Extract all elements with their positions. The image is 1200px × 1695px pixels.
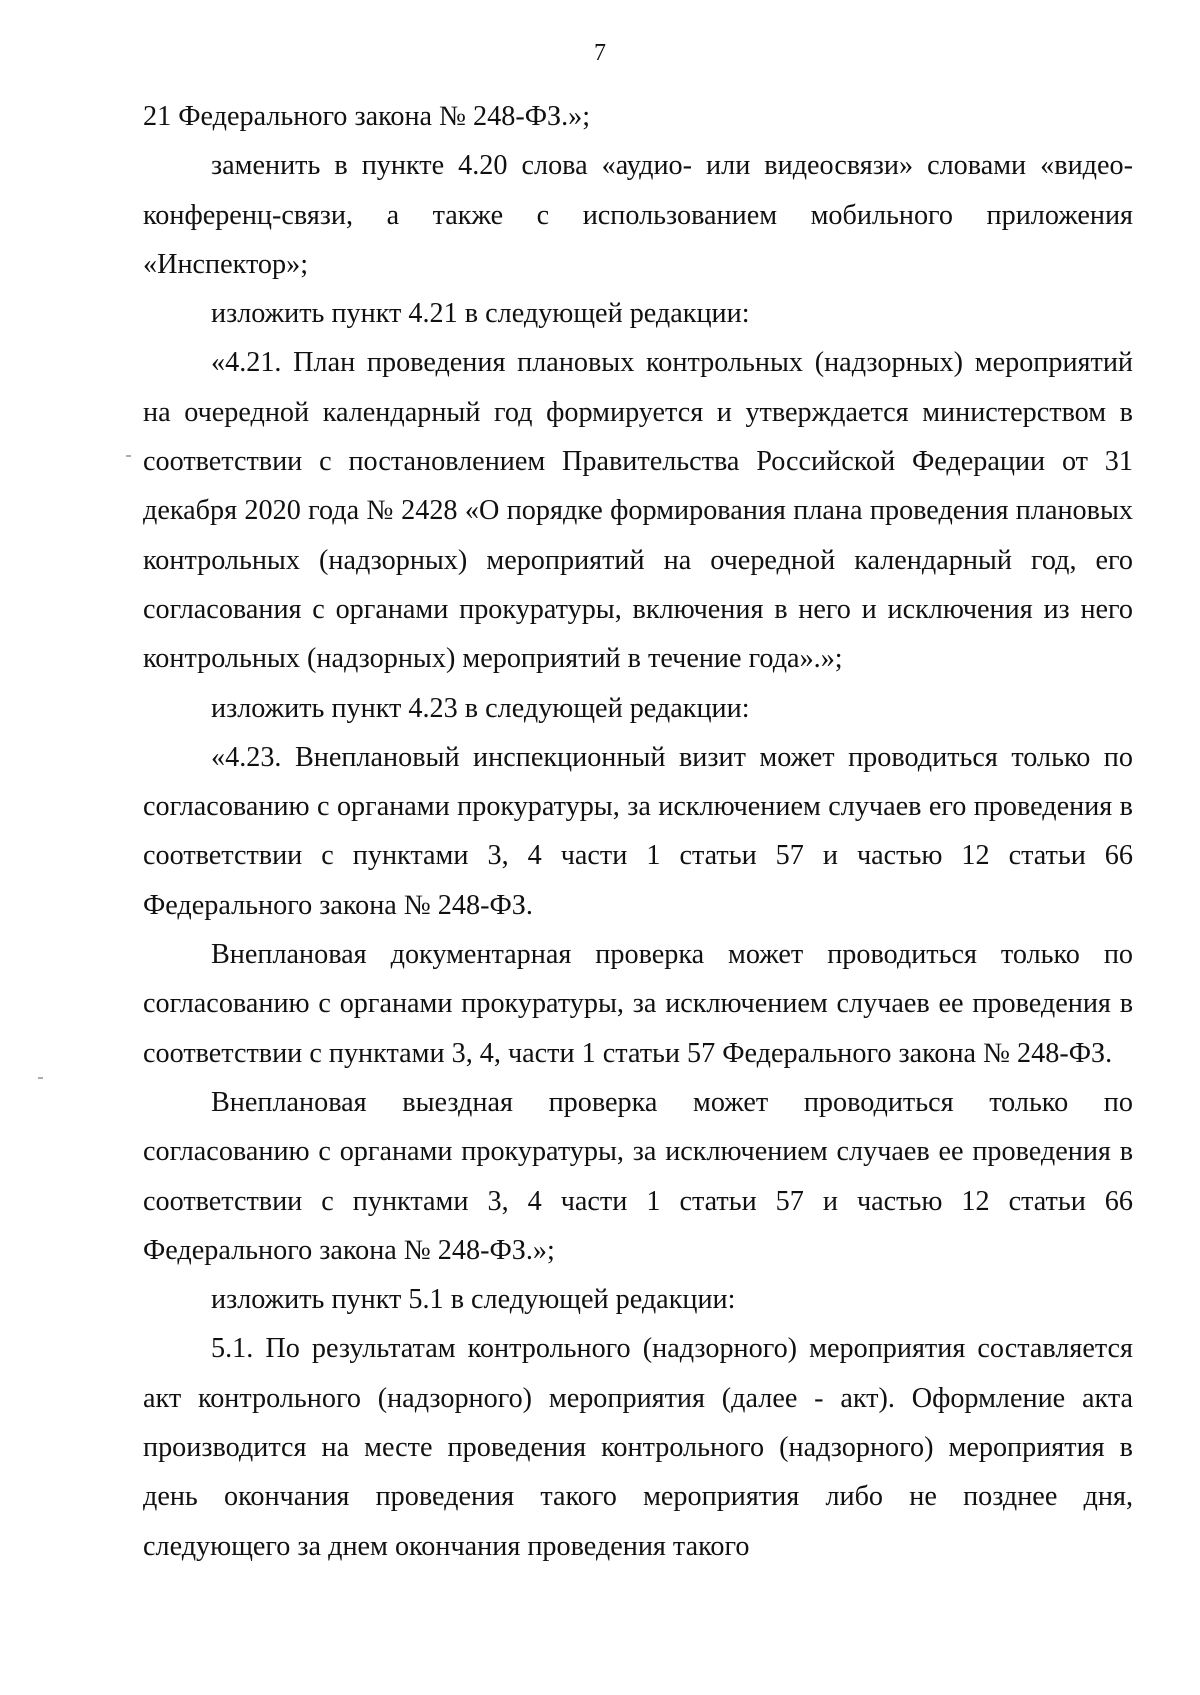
paragraph-amendment-4-20: заменить в пункте 4.20 слова «аудио- или видеосвязи» словами «видео-конференц-связи, а также с использованием мобильного приложения «Инспектор»; xyxy=(143,150,1133,280)
paragraph-instruction-4-21: изложить пункт 4.21 в следующей редакции: xyxy=(211,298,750,330)
page-number: 7 xyxy=(594,40,606,66)
scan-mark xyxy=(38,1077,43,1079)
paragraph-documentary-inspection: Внеплановая документарная проверка может проводиться только по согласованию с органами прокуратуры, за исключением случаев ее проведения в соответствии с пунктами 3, 4, части 1 статьи 57 Федерального закона № 248-ФЗ. xyxy=(143,939,1133,1069)
document-body xyxy=(143,92,1133,1571)
scan-mark xyxy=(126,455,131,457)
paragraph-continuation: 21 Федерального закона № 248-ФЗ.»; xyxy=(143,101,591,132)
paragraph-field-inspection: Внеплановая выездная проверка может проводиться только по согласованию с органами прокуратуры, за исключением случаев ее проведения в соответствии с пунктами 3, 4 части 1 статьи 57 и частью 12 статьи 66 Федерального закона № 248-ФЗ.»; xyxy=(143,1086,1133,1266)
paragraph-clause-4-21: «4.21. План проведения плановых контрольных (надзорных) мероприятий на очередной календарный год формируется и утверждается министерством в соответствии с постановлением Правительства Российской Федерации от 31 декабря 2020 года № 2428 «О порядке формирования плана проведения плановых контрольных (надзорных) мероприятий на очередной календарный год, его согласования с органами прокуратуры, включения в него и исключения из него контрольных (надзорных) мероприятий в течение года».»; xyxy=(143,347,1133,675)
paragraph-clause-5-1: 5.1. По результатам контрольного (надзорного) мероприятия составляется акт контрольного (надзорного) мероприятия (далее - акт). Оформление акта производится на месте проведения контрольного (надзорного) мероприятия в день окончания проведения такого мероприятия либо не позднее дня, следующего за днем окончания проведения такого xyxy=(143,1333,1133,1562)
paragraph-instruction-5-1: изложить пункт 5.1 в следующей редакции: xyxy=(211,1284,736,1316)
paragraph-instruction-4-23: изложить пункт 4.23 в следующей редакции: xyxy=(211,692,750,724)
paragraph-clause-4-23: «4.23. Внеплановый инспекционный визит может проводиться только по согласованию с органами прокуратуры, за исключением случаев его проведения в соответствии с пунктами 3, 4 части 1 статьи 57 и частью 12 статьи 66 Федерального закона № 248-ФЗ. xyxy=(143,741,1133,921)
